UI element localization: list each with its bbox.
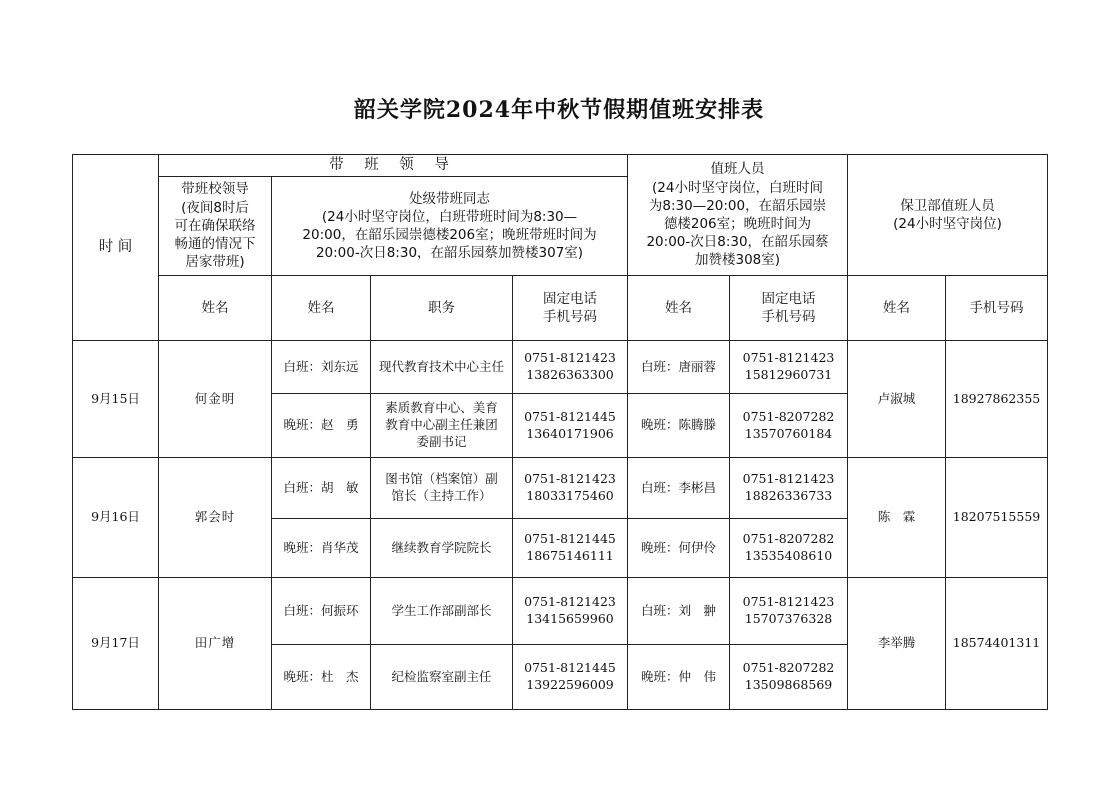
dept-phone-cell: 0751-8121445 13922596009 (513, 645, 628, 710)
staff-phone-cell: 0751-8121423 15812960731 (730, 341, 848, 394)
staff-cell: 晚班：何伊伶 (628, 519, 730, 578)
dept-phone-cell: 0751-8121423 18033175460 (513, 458, 628, 519)
dept-leader-cell: 晚班：杜 杰 (272, 645, 371, 710)
dept-leader-cell: 晚班：肖华茂 (272, 519, 371, 578)
position-cell: 学生工作部副部长 (371, 578, 513, 645)
table-row (73, 341, 1048, 394)
staff-cell: 晚班：陈腾滕 (628, 394, 730, 458)
page-title: 韶关学院2024年中秋节假期值班安排表 (353, 97, 765, 123)
staff-phone-cell: 0751-8207282 13570760184 (730, 394, 848, 458)
dept-leader-cell: 白班：胡 敏 (272, 458, 371, 519)
time-header: 时 间 (73, 155, 159, 341)
dept-leader-cell: 晚班：赵 勇 (272, 394, 371, 458)
school-leader-header: 带班校领导 (夜间8时后 可在确保联络 畅通的情况下 居家带班) (159, 177, 272, 276)
duty-staff-header: 值班人员 (24小时坚守岗位，白班时间 为8:30—20:00，在韶乐园崇 德楼206室；晚班时间为 20:00-次日8:30，在韶乐园蔡 加赞楼308室) (628, 155, 848, 276)
dept-leader-cell: 白班：刘东远 (272, 341, 371, 394)
date-cell: 9月15日 (73, 341, 159, 458)
leader-cell: 郭会时 (159, 458, 272, 578)
dept-phone-cell: 0751-8121445 13640171906 (513, 394, 628, 458)
security-name-cell: 陈 霖 (848, 458, 946, 578)
security-header: 保卫部值班人员 (24小时坚守岗位) (848, 155, 1048, 276)
position-cell: 素质教育中心、美育 教育中心副主任兼团 委副书记 (371, 394, 513, 458)
dept-leader-cell: 白班：何振环 (272, 578, 371, 645)
staff-phone-cell: 0751-8121423 15707376328 (730, 578, 848, 645)
col-dept-name: 姓名 (272, 276, 371, 341)
staff-phone-cell: 0751-8121423 18826336733 (730, 458, 848, 519)
position-cell: 图书馆（档案馆）副 馆长（主持工作） (371, 458, 513, 519)
security-mobile-cell: 18927862355 (946, 341, 1048, 458)
leading-header: 带 班 领 导 (159, 155, 628, 177)
dept-phone-cell: 0751-8121423 13826363300 (513, 341, 628, 394)
col-security-mobile: 手机号码 (946, 276, 1048, 341)
staff-cell: 白班：唐丽蓉 (628, 341, 730, 394)
duty-table (72, 154, 1048, 710)
position-cell: 继续教育学院院长 (371, 519, 513, 578)
security-name-cell: 卢淑城 (848, 341, 946, 458)
col-staff-phone: 固定电话 手机号码 (730, 276, 848, 341)
leader-cell: 田广增 (159, 578, 272, 710)
leader-cell: 何金明 (159, 341, 272, 458)
table-row (73, 578, 1048, 645)
dept-leader-header: 处级带班同志 (24小时坚守岗位，白班带班时间为8:30— 20:00，在韶乐园崇德楼206室；晚班带班时间为 20:00-次日8:30，在韶乐园蔡加赞楼307室) (272, 177, 628, 276)
date-cell: 9月16日 (73, 458, 159, 578)
security-mobile-cell: 18207515559 (946, 458, 1048, 578)
staff-phone-cell: 0751-8207282 13535408610 (730, 519, 848, 578)
security-mobile-cell: 18574401311 (946, 578, 1048, 710)
security-name-cell: 李举腾 (848, 578, 946, 710)
col-staff-name: 姓名 (628, 276, 730, 341)
position-cell: 现代教育技术中心主任 (371, 341, 513, 394)
table-row (73, 458, 1048, 519)
dept-phone-cell: 0751-8121423 13415659960 (513, 578, 628, 645)
col-leader-name: 姓名 (159, 276, 272, 341)
dept-phone-cell: 0751-8121445 18675146111 (513, 519, 628, 578)
col-security-name: 姓名 (848, 276, 946, 341)
col-dept-phone: 固定电话 手机号码 (513, 276, 628, 341)
col-position: 职务 (371, 276, 513, 341)
staff-phone-cell: 0751-8207282 13509868569 (730, 645, 848, 710)
date-cell: 9月17日 (73, 578, 159, 710)
staff-cell: 晚班：仲 伟 (628, 645, 730, 710)
staff-cell: 白班：刘 翀 (628, 578, 730, 645)
staff-cell: 白班：李彬昌 (628, 458, 730, 519)
position-cell: 纪检监察室副主任 (371, 645, 513, 710)
